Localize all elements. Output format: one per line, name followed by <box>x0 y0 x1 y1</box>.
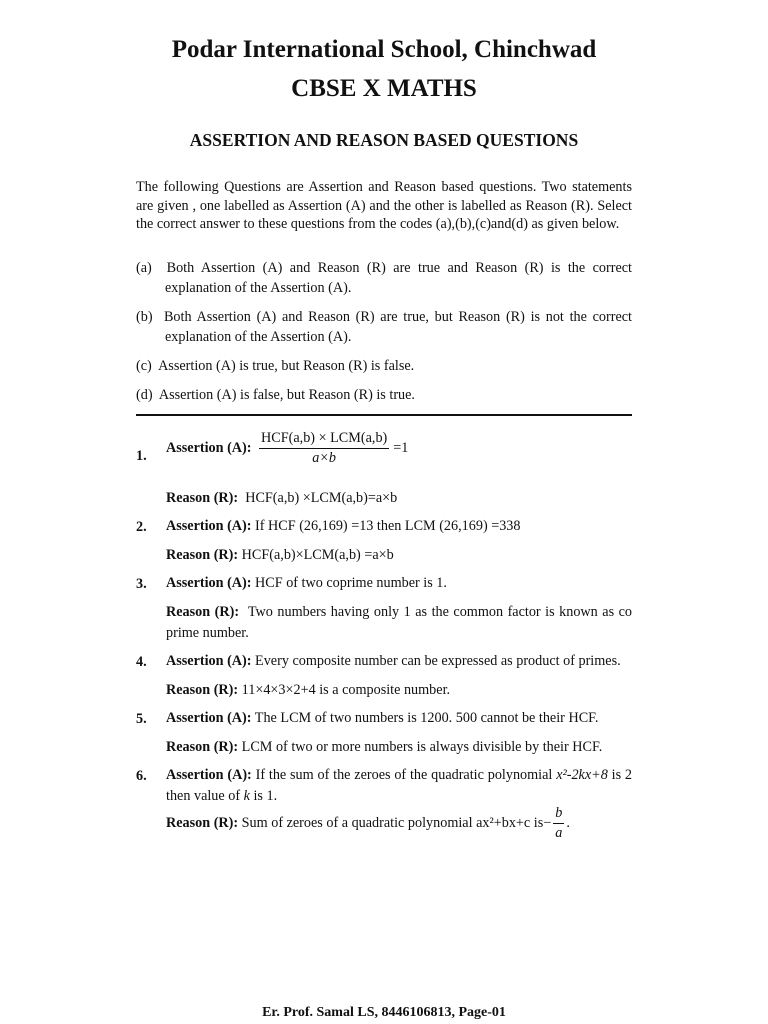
question-5-reason <box>166 737 632 758</box>
reason-text: HCF(a,b) ×LCM(a,b)=a×b <box>245 490 398 506</box>
page-footer: Er. Prof. Samal LS, 8446106813, Page-01 <box>262 1005 506 1020</box>
assertion-rhs: =1 <box>393 439 409 456</box>
reason-text: HCF(a,b)×LCM(a,b) =a×b <box>241 547 394 563</box>
reason-label: Reason (R): <box>166 490 239 506</box>
question-4-reason <box>166 680 632 701</box>
minus-sign: − <box>543 814 552 831</box>
assertion-fraction <box>259 430 389 467</box>
option-key: (c) <box>136 358 152 374</box>
option-key: (a) <box>136 260 152 276</box>
assertion-variable: k <box>243 788 250 804</box>
option-key: (b) <box>136 309 153 325</box>
question-1-assertion <box>166 430 632 467</box>
reason-text: Two numbers having only 1 as the common factor is known as co prime number. <box>166 604 632 641</box>
question-number: 5. <box>136 711 147 727</box>
instructions-paragraph: The following Questions are Assertion and Reason based questions. Two statements are given , one labelled as Assertion (A) and the other is labelled as Reason (R). Select the correct answer to these questions from the codes (a),(b),(c)and(d) as given below. <box>136 179 632 233</box>
question-4-assertion <box>166 651 632 672</box>
question-3-assertion <box>166 573 632 594</box>
assertion-label: Assertion (A): <box>166 653 252 669</box>
assertion-text-start: If the sum of the zeroes of the quadratic polynomial <box>255 767 557 783</box>
assertion-polynomial: x²-2kx+8 <box>556 767 608 783</box>
reason-text: Sum of zeroes of a quadratic polynomial ax²+bx+c is <box>241 814 544 831</box>
assertion-text: The LCM of two numbers is 1200. 500 cannot be their HCF. <box>254 710 599 726</box>
fraction-numerator: HCF(a,b) × LCM(a,b) <box>259 430 389 449</box>
option-key: (d) <box>136 387 153 403</box>
reason-text: LCM of two or more numbers is always divisible by their HCF. <box>241 739 603 755</box>
question-2-assertion <box>166 516 632 537</box>
reason-fraction <box>553 805 564 842</box>
question-number: 2. <box>136 519 147 535</box>
assertion-label: Assertion (A): <box>166 575 252 591</box>
option-c <box>136 356 632 376</box>
question-1-reason <box>166 488 632 509</box>
question-number: 6. <box>136 768 147 784</box>
assertion-label: Assertion (A): <box>166 710 252 726</box>
assertion-label: Assertion (A): <box>166 439 252 456</box>
assertion-text-middle: is 2 then value of <box>166 767 633 804</box>
option-d <box>136 385 632 405</box>
option-text: Both Assertion (A) and Reason (R) are true, but Reason (R) is not the correct explanation of the Assertion (A). <box>163 309 632 345</box>
option-text: Assertion (A) is false, but Reason (R) is true. <box>158 387 415 403</box>
option-text: Assertion (A) is true, but Reason (R) is false. <box>158 358 415 374</box>
reason-label: Reason (R): <box>166 682 239 698</box>
fraction-numerator: b <box>553 805 564 824</box>
assertion-label: Assertion (A): <box>166 767 252 783</box>
assertion-text: HCF of two coprime number is 1. <box>255 575 447 591</box>
question-3-reason <box>166 602 632 644</box>
question-6-reason <box>166 805 632 842</box>
assertion-label: Assertion (A): <box>166 518 252 534</box>
question-number: 4. <box>136 654 147 670</box>
assertion-text-end: is 1. <box>249 788 278 804</box>
option-text: Both Assertion (A) and Reason (R) are true and Reason (R) is the correct explanation of the Assertion (A). <box>165 260 633 296</box>
section-heading: ASSERTION AND REASON BASED QUESTIONS <box>189 130 579 150</box>
question-6-assertion <box>166 765 632 807</box>
reason-label: Reason (R): <box>166 739 239 755</box>
question-number: 3. <box>136 576 147 592</box>
fraction-denominator: a×b <box>312 450 337 466</box>
option-b <box>136 307 632 347</box>
subject-title: CBSE X MATHS <box>291 75 477 102</box>
reason-label: Reason (R): <box>166 814 239 831</box>
assertion-text: Every composite number can be expressed as product of primes. <box>255 653 621 669</box>
question-2-reason <box>166 545 632 566</box>
option-a <box>136 258 632 298</box>
school-name: Podar International School, Chinchwad <box>171 36 597 63</box>
reason-end: . <box>566 814 570 831</box>
section-divider <box>136 414 632 416</box>
question-5-assertion <box>166 708 632 729</box>
reason-text: 11×4×3×2+4 is a composite number. <box>241 682 451 698</box>
question-number: 1. <box>136 448 147 464</box>
reason-label: Reason (R): <box>166 547 239 563</box>
reason-label: Reason (R): <box>166 604 240 620</box>
assertion-text: If HCF (26,169) =13 then LCM (26,169) =338 <box>255 518 521 534</box>
fraction-denominator: a <box>555 825 563 841</box>
